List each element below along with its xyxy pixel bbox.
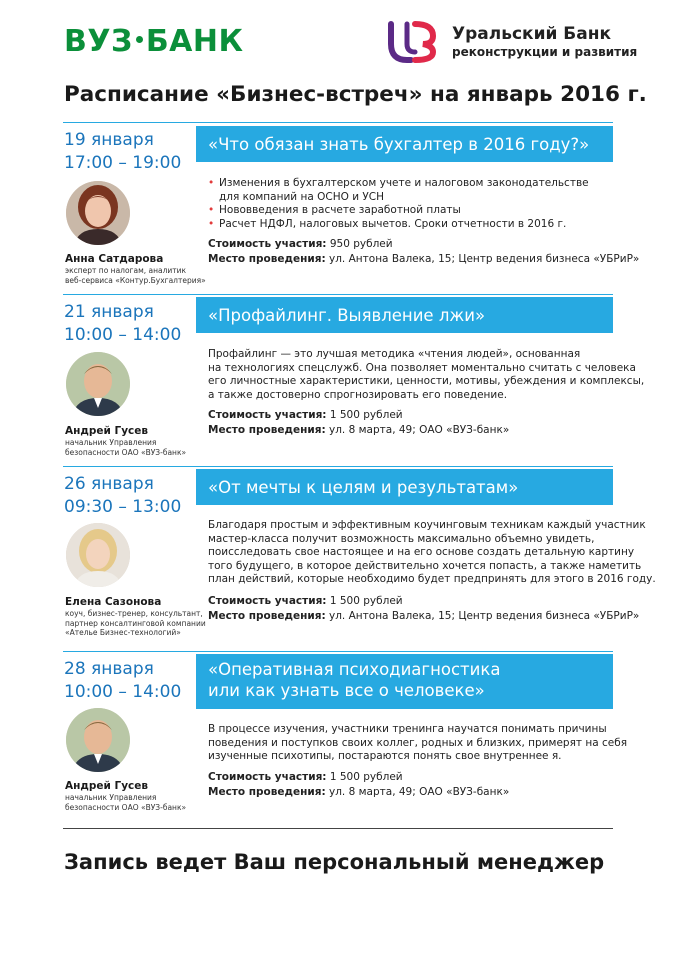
description-line: его личностные характеристики, ценности, мотивы, убеждения и комплексы, — [208, 375, 645, 388]
event-title-line: «Оперативная психодиагностика — [208, 660, 501, 679]
description-line: мастер-класса получит возможность максимально объемно увидеть, — [208, 532, 595, 545]
speaker-role-line: безопасности ОАО «ВУЗ-банк» — [65, 802, 187, 812]
event-cost — [208, 408, 403, 423]
event-title-banner — [196, 126, 613, 162]
event-description — [208, 519, 656, 587]
event-title: «Что обязан знать бухгалтер в 2016 году?» — [208, 135, 590, 154]
speaker-role — [65, 438, 195, 457]
footer-text: Запись ведет Ваш персональный менеджер — [64, 850, 605, 874]
speaker-role-line: веб-сервиса «Контур.Бухгалтерия» — [65, 275, 206, 285]
speaker-photo-avatar — [66, 708, 130, 772]
event-cost — [208, 594, 403, 609]
speaker-name: Андрей Гусев — [65, 780, 149, 792]
bullet-item: • Расчет НДФЛ, налоговых вычетов. Сроки отчетности в 2016 г. — [208, 218, 589, 232]
event-title: «От мечты к целям и результатам» — [208, 478, 519, 497]
event-cost — [208, 770, 403, 785]
event-divider — [63, 294, 613, 295]
event-time: 10:00 – 14:00 — [64, 325, 182, 345]
speaker-name: Елена Сазонова — [65, 596, 162, 608]
event-place — [208, 785, 509, 800]
man-portrait-icon — [66, 708, 130, 772]
speaker-role-line: партнер консалтинговой компании — [65, 618, 206, 628]
woman-portrait-icon — [66, 523, 130, 587]
event-date: 28 января — [64, 659, 154, 679]
description-line: план действий, которые необходимо будет предпринять для этого в 2016 году. — [208, 573, 656, 586]
speaker-photo-avatar — [66, 352, 130, 416]
cost-label: Стоимость участия: — [208, 238, 327, 250]
page-title: Расписание «Бизнес-встреч» на январь 2016 г. — [64, 82, 647, 107]
description-line: Благодаря простым и эффективным коучинговым техникам каждый участник — [208, 519, 646, 531]
description-line: Профайлинг — это лучшая методика «чтения людей», основанная — [208, 348, 581, 360]
event-date: 21 января — [64, 302, 154, 322]
vuz-logo-left: ВУЗ — [64, 24, 133, 59]
cost-label: Стоимость участия: — [208, 771, 327, 783]
description-line: поведения и поступков своих коллег, родных и близких, примерят на себя — [208, 736, 628, 749]
place-label: Место проведения: — [208, 253, 326, 265]
event-description — [208, 723, 628, 764]
ubrir-name: Уральский Банк — [452, 24, 612, 44]
vuz-logo-dot — [136, 36, 143, 43]
event-divider — [63, 466, 613, 467]
place-label: Место проведения: — [208, 610, 326, 622]
speaker-name: Анна Сатдарова — [65, 253, 164, 265]
event-title-banner — [196, 469, 613, 505]
cost-label: Стоимость участия: — [208, 595, 327, 607]
description-line: поисследовать свое настоящее и на его основе создать детальную картину — [208, 546, 635, 559]
place-value: ул. 8 марта, 49; ОАО «ВУЗ-банк» — [329, 424, 510, 436]
description-line: изученные психотипы, постараются понять свое внутреннее я. — [208, 750, 562, 763]
cost-value: 950 рублей — [329, 238, 393, 250]
woman-portrait-icon — [66, 181, 130, 245]
description-line: на технологиях спецслужб. Она позволяет моментально считать с человека — [208, 361, 636, 374]
event-time: 09:30 – 13:00 — [64, 497, 182, 517]
cost-value: 1 500 рублей — [329, 409, 403, 421]
event-title-banner — [196, 654, 613, 709]
event-place — [208, 423, 509, 438]
speaker-name: Андрей Гусев — [65, 425, 149, 437]
ubrir-subtitle: реконструкции и развития — [452, 45, 638, 59]
event-place — [208, 252, 639, 267]
ubrir-logo-mark-icon — [385, 20, 437, 64]
bullet-item: • Изменения в бухгалтерском учете и налоговом законодательстве — [208, 177, 589, 191]
speaker-role-line: коуч, бизнес-тренер, консультант, — [65, 609, 203, 618]
event-place — [208, 609, 639, 624]
speaker-role-line: безопасности ОАО «ВУЗ-банк» — [65, 447, 187, 457]
event-title-line: или как узнать все о человеке» — [208, 681, 485, 700]
footer-divider — [63, 828, 613, 829]
description-line: того будущего, в которое действительно хочется попасть, а также наметить — [208, 559, 642, 572]
event-divider — [63, 651, 613, 652]
speaker-role — [65, 609, 206, 638]
cost-label: Стоимость участия: — [208, 409, 327, 421]
place-value: ул. Антона Валека, 15; Центр ведения бизнеса «УБРиР» — [329, 253, 640, 265]
speaker-role — [65, 266, 206, 285]
man-portrait-icon — [66, 352, 130, 416]
event-date: 19 января — [64, 130, 154, 150]
speaker-role-line: «Ателье Бизнес-технологий» — [65, 628, 181, 637]
bullet-item-continuation: для компаний на ОСНО и УСН — [219, 190, 384, 203]
cost-value: 1 500 рублей — [329, 771, 403, 783]
vuz-logo-right: БАНК — [145, 24, 244, 59]
speaker-role-line: начальник Управления — [65, 793, 157, 802]
description-line: В процессе изучения, участники тренинга научатся понимать причины — [208, 723, 607, 735]
event-cost — [208, 237, 393, 252]
bullet-item: • Нововведения в расчете заработной платы — [208, 204, 589, 218]
speaker-photo-avatar — [66, 181, 130, 245]
event-time: 10:00 – 14:00 — [64, 682, 182, 702]
event-title-banner — [196, 297, 613, 333]
event-time: 17:00 – 19:00 — [64, 153, 182, 173]
event-title: «Профайлинг. Выявление лжи» — [208, 306, 486, 325]
event-description — [208, 348, 645, 402]
speaker-role — [65, 793, 195, 812]
speaker-photo-avatar — [66, 523, 130, 587]
cost-value: 1 500 рублей — [329, 595, 403, 607]
speaker-role-line: эксперт по налогам, аналитик — [65, 266, 187, 275]
vuz-bank-logo — [64, 24, 244, 59]
place-value: ул. 8 марта, 49; ОАО «ВУЗ-банк» — [329, 786, 510, 798]
event-date: 26 января — [64, 474, 154, 494]
speaker-role-line: начальник Управления — [65, 438, 157, 447]
event-bullets — [208, 177, 589, 231]
description-line: а также достоверно спрогнозировать его поведение. — [208, 388, 508, 401]
place-label: Место проведения: — [208, 786, 326, 798]
place-label: Место проведения: — [208, 424, 326, 436]
place-value: ул. Антона Валека, 15; Центр ведения бизнеса «УБРиР» — [329, 610, 640, 622]
event-divider — [63, 122, 613, 123]
